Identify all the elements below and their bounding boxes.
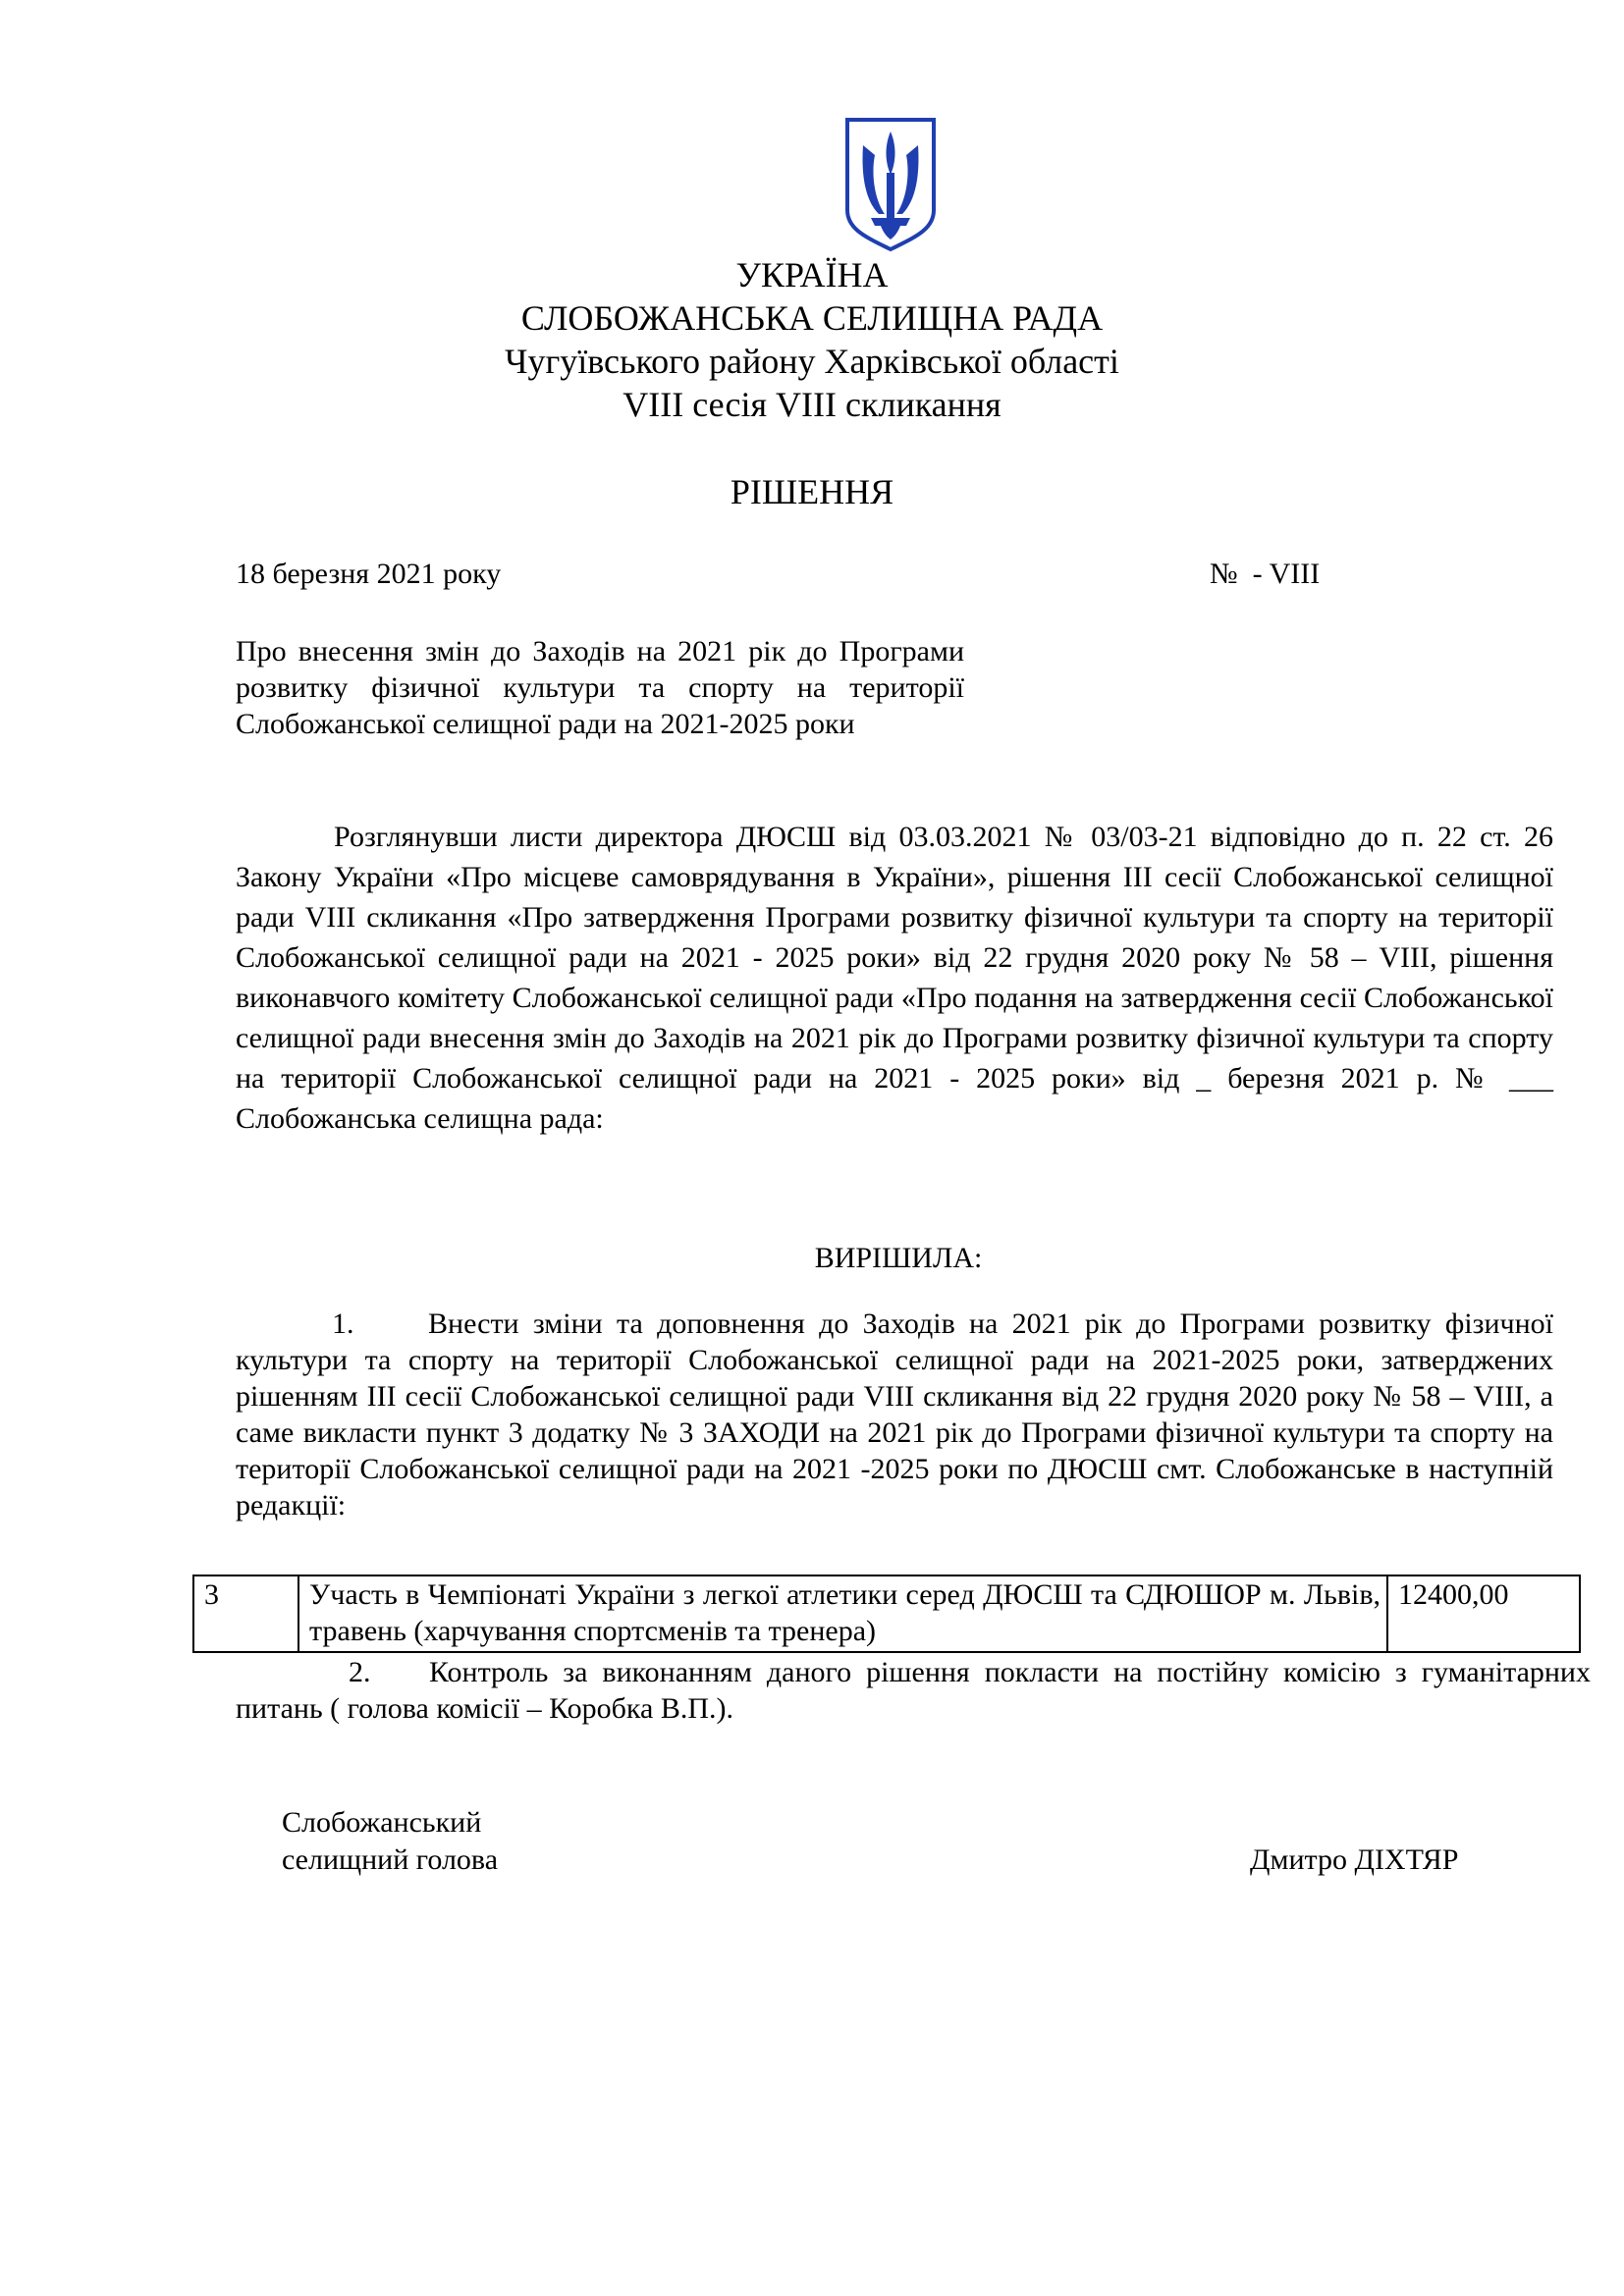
signatory-name: Дмитро ДІХТЯР [1250,1843,1459,1876]
item-text: Внести зміни та доповнення до Заходів на 2021 рік до Програми розвитку фізичної культури та спорту на території Слобожанської селищної ради на 2021-2025 роки, затверджених рішенням ІІІ сесії Слобожанської селищної ради VIII скликання від 22 грудня 2020 року № 58 – VIII, а саме викласти пункт 3 додатку № 3 ЗАХОДИ на 2021 рік до Програми фізичної культури та спорту на території Слобожанської селищної ради на 2021 -2025 роки по ДЮСШ смт. Слобожанське в наступній редакції: [236,1308,1553,1522]
signatory-title-line-1: Слобожанський [282,1806,482,1839]
measure-amount-cell: 12400,00 [1387,1575,1580,1652]
preamble-paragraph: Розглянувши листи директора ДЮСШ від 03.03.2021 № 03/03-21 відповідно до п. 22 ст. 26 Закону України «Про місцеве самоврядування в України», рішення ІІІ сесії Слобожанської селищної ради VIII скликання «Про затвердження Програми розвитку фізичної культури та спорту на території Слобожанської селищної ради на 2021 - 2025 роки» від 22 грудня 2020 року № 58 – VIII, рішення виконавчого комітету Слобожанської селищної ради «Про подання на затвердження сесії Слобожанської селищної ради внесення змін до Заходів на 2021 рік до Програми розвитку фізичної культури та спорту на території Слобожанської селищної ради на 2021 - 2025 роки» від _ березня 2021 р. № ___ Слобожанська селищна рада: [236,821,1553,1135]
decided-heading: ВИРІШИЛА: [814,1242,983,1274]
decision-subject: Про внесення змін до Заходів на 2021 рік до Програми розвитку фізичної культури та спорту на території Слобожанської селищної ради на 2021-2025 роки [236,635,964,740]
decision-date: 18 березня 2021 року [236,558,502,590]
council-title: СЛОБОЖАНСЬКА СЕЛИЩНА РАДА [520,298,1104,338]
item-text: Контроль за виконанням даного рішення покласти на постійну комісію з гуманітарних питань ( голова комісії – Коробка В.П.). [236,1656,1591,1725]
document-header [0,253,1624,426]
item-number: 2. [349,1656,371,1688]
signatory-title-line-2: селищний голова [282,1843,499,1876]
ukraine-trident-emblem-icon [841,116,940,253]
measure-number-cell: 3 [193,1575,298,1652]
document-type: РІШЕННЯ [730,472,894,511]
item-number: 1. [332,1308,354,1340]
table-row [193,1575,1580,1652]
measure-description-cell: Участь в Чемпіонаті України з легкої атлетики серед ДЮСШ та СДЮШОР м. Львів, травень (харчування спортсменів та тренера) [298,1575,1387,1652]
district-title: Чугуївського району Харківської області [505,342,1119,381]
signatory-title [282,1804,498,1879]
session-title: VIII сесія VIII скликання [623,385,1001,424]
decision-item-1 [236,1306,1553,1523]
country-title: УКРАЇНА [735,255,889,294]
decision-item-2 [236,1654,1591,1727]
decision-number: № - VIII [1210,558,1321,590]
measures-table [192,1575,1581,1653]
